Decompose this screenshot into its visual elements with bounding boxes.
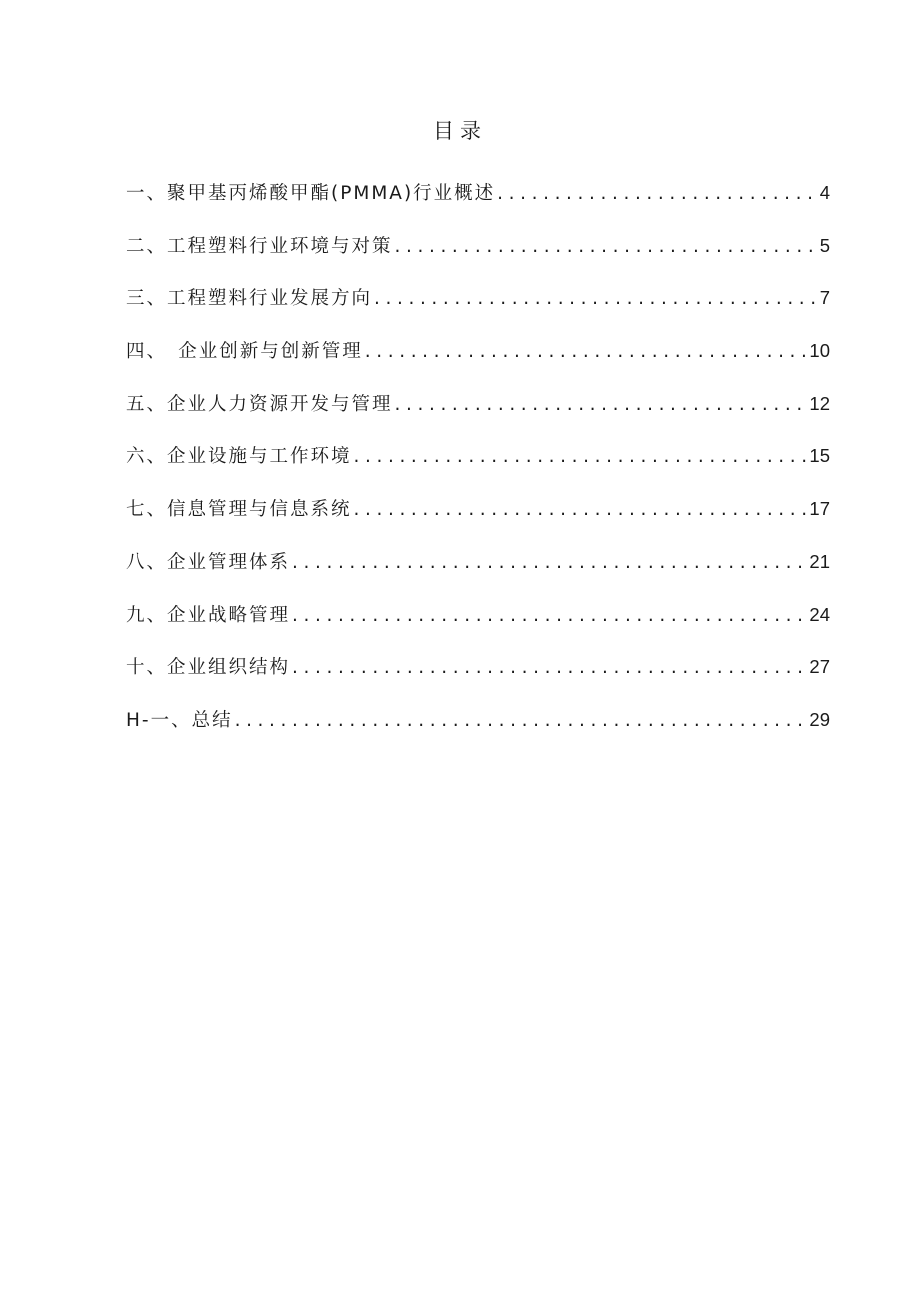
toc-entry-label: 六、企业设施与工作环境 — [126, 446, 352, 468]
toc-entry-page: 17 — [809, 498, 830, 520]
toc-entry[interactable] — [126, 598, 830, 651]
toc-dot-leader — [292, 599, 807, 633]
toc-entry-label: 十、企业组织结构 — [126, 657, 291, 679]
toc-entry-page: 15 — [809, 445, 830, 467]
toc-dot-leader — [395, 230, 818, 264]
toc-dot-leader — [292, 546, 807, 580]
toc-entry[interactable] — [126, 334, 830, 387]
toc-entry[interactable] — [126, 387, 830, 440]
toc-entry-label: 五、企业人力资源开发与管理 — [126, 393, 393, 415]
toc-entry[interactable] — [126, 545, 830, 598]
toc-dot-leader — [497, 177, 818, 211]
toc-dot-leader — [354, 440, 808, 474]
toc-entry[interactable] — [126, 703, 830, 756]
toc-entry-page: 27 — [809, 656, 830, 678]
toc-entry-label: 三、工程塑料行业发展方向 — [126, 288, 373, 310]
toc-entry-label: H-一、总结 — [126, 709, 233, 731]
toc-entry[interactable] — [126, 229, 830, 282]
toc-entry-page: 29 — [809, 708, 830, 730]
toc-entry-label: 四、 企业创新与创新管理 — [126, 341, 363, 363]
toc-dot-leader — [354, 493, 808, 527]
toc-entry[interactable] — [126, 281, 830, 334]
toc-entry-page: 4 — [819, 182, 830, 203]
toc-dot-leader — [395, 388, 808, 422]
toc-entry-label: 一、聚甲基丙烯酸甲酯(PMMA)行业概述 — [126, 183, 496, 204]
toc-dot-leader — [365, 335, 808, 369]
toc-entry[interactable] — [126, 439, 830, 492]
toc-entry-label: 八、企业管理体系 — [126, 551, 291, 573]
toc-entry-page: 7 — [819, 287, 830, 309]
toc-entry-label: 七、信息管理与信息系统 — [126, 499, 352, 521]
toc-entry-page: 21 — [809, 550, 830, 572]
toc-dot-leader — [292, 651, 807, 685]
toc-entry-page: 10 — [809, 340, 830, 362]
toc-entry-label: 二、工程塑料行业环境与对策 — [126, 235, 393, 257]
toc-entry-page: 5 — [819, 234, 830, 256]
toc-entry-page: 12 — [809, 392, 830, 414]
toc-title: 目录 — [433, 119, 487, 143]
toc-entry-label: 九、企业战略管理 — [126, 604, 291, 626]
toc-dot-leader — [235, 704, 808, 738]
toc-list — [126, 176, 830, 756]
toc-entry[interactable] — [126, 176, 830, 229]
toc-entry-page: 24 — [809, 603, 830, 625]
toc-dot-leader — [374, 282, 818, 316]
toc-entry[interactable] — [126, 650, 830, 703]
toc-entry[interactable] — [126, 492, 830, 545]
